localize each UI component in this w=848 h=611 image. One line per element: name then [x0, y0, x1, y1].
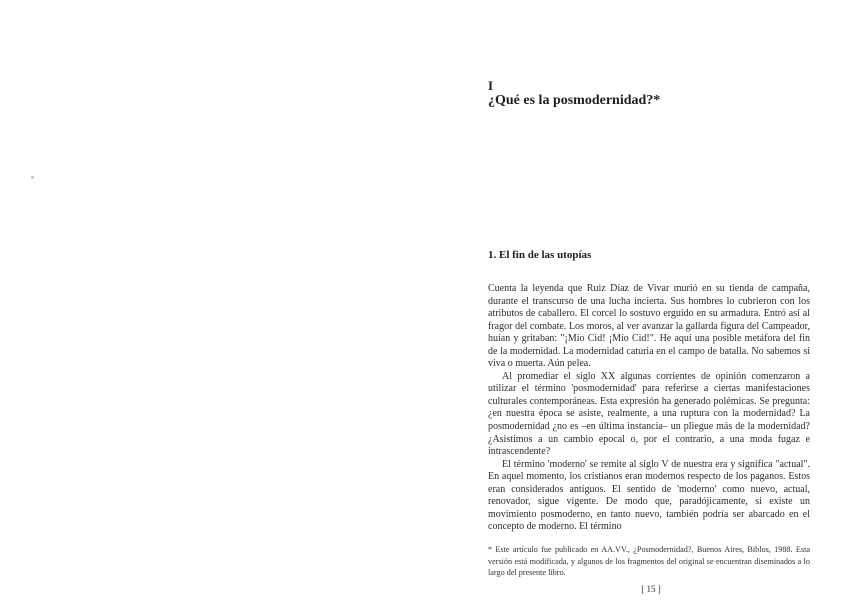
- paragraph: Cuenta la leyenda que Ruiz Díaz de Vivar murió en su tienda de campaña, durante el transcurso de una lucha incierta. Sus hombres lo cubrieron con los atributos de caballero. El corcel lo sostuvo erguido en su armadura. Entró así al fragor del combate. Los moros, al ver avanzar la gallarda figura del Campeador, huían y gritaban: "¡Mío Cid! ¡Mío Cid!". He aquí una posible metáfora del fin de la modernidad. La modernidad caturia en el campo de batalla. No sabemos si viva o muerta. Aún pelea.: [488, 283, 810, 370]
- paragraph: Al promediar el siglo XX algunas corrientes de opinión comenzaron a utilizar el término 'posmodernidad' para referirse a ciertas manifestaciones culturales contemporáneas. Esta expresión ha generado polémicas. Se pregunta: ¿en nuestra época se asiste, realmente, a una ruptura con la modernidad? La posmodernidad ¿no es –en última instancia– un pliegue más de la modernidad? ¿Asistimos a un cambio epocal o, por el contrario, a una moda fugaz e intrascendente?: [488, 370, 810, 458]
- paper-speck: [31, 176, 34, 179]
- section-heading: 1. El fin de las utopías: [488, 249, 592, 261]
- body-text: [488, 283, 810, 534]
- page-number: [ 15 ]: [641, 584, 661, 594]
- paragraph: El término 'moderno' se remite al siglo V de nuestra era y significa "actual". En aquel momento, los cristianos eran modernos respecto de los paganos. Estos eran considerados antiguos. El sentido de 'moderno' como nuevo, actual, renovador, sigue vigente. De modo que, paradójicamente, si existe un movimiento posmoderno, en tanto nuevo, también podría ser abarcado en el concepto de moderno. El término: [488, 458, 810, 533]
- chapter-title: ¿Qué es la posmodernidad?*: [488, 93, 661, 108]
- chapter-number: I: [488, 78, 494, 93]
- footnote: * Este artículo fue publicado en AA.VV., ¿Posmodernidad?, Buenos Aires, Biblos, 1988. Esta versión está modificada, y algunos de los fragmentos del original se encuentran diseminados a lo largo del presente libro.: [488, 545, 810, 577]
